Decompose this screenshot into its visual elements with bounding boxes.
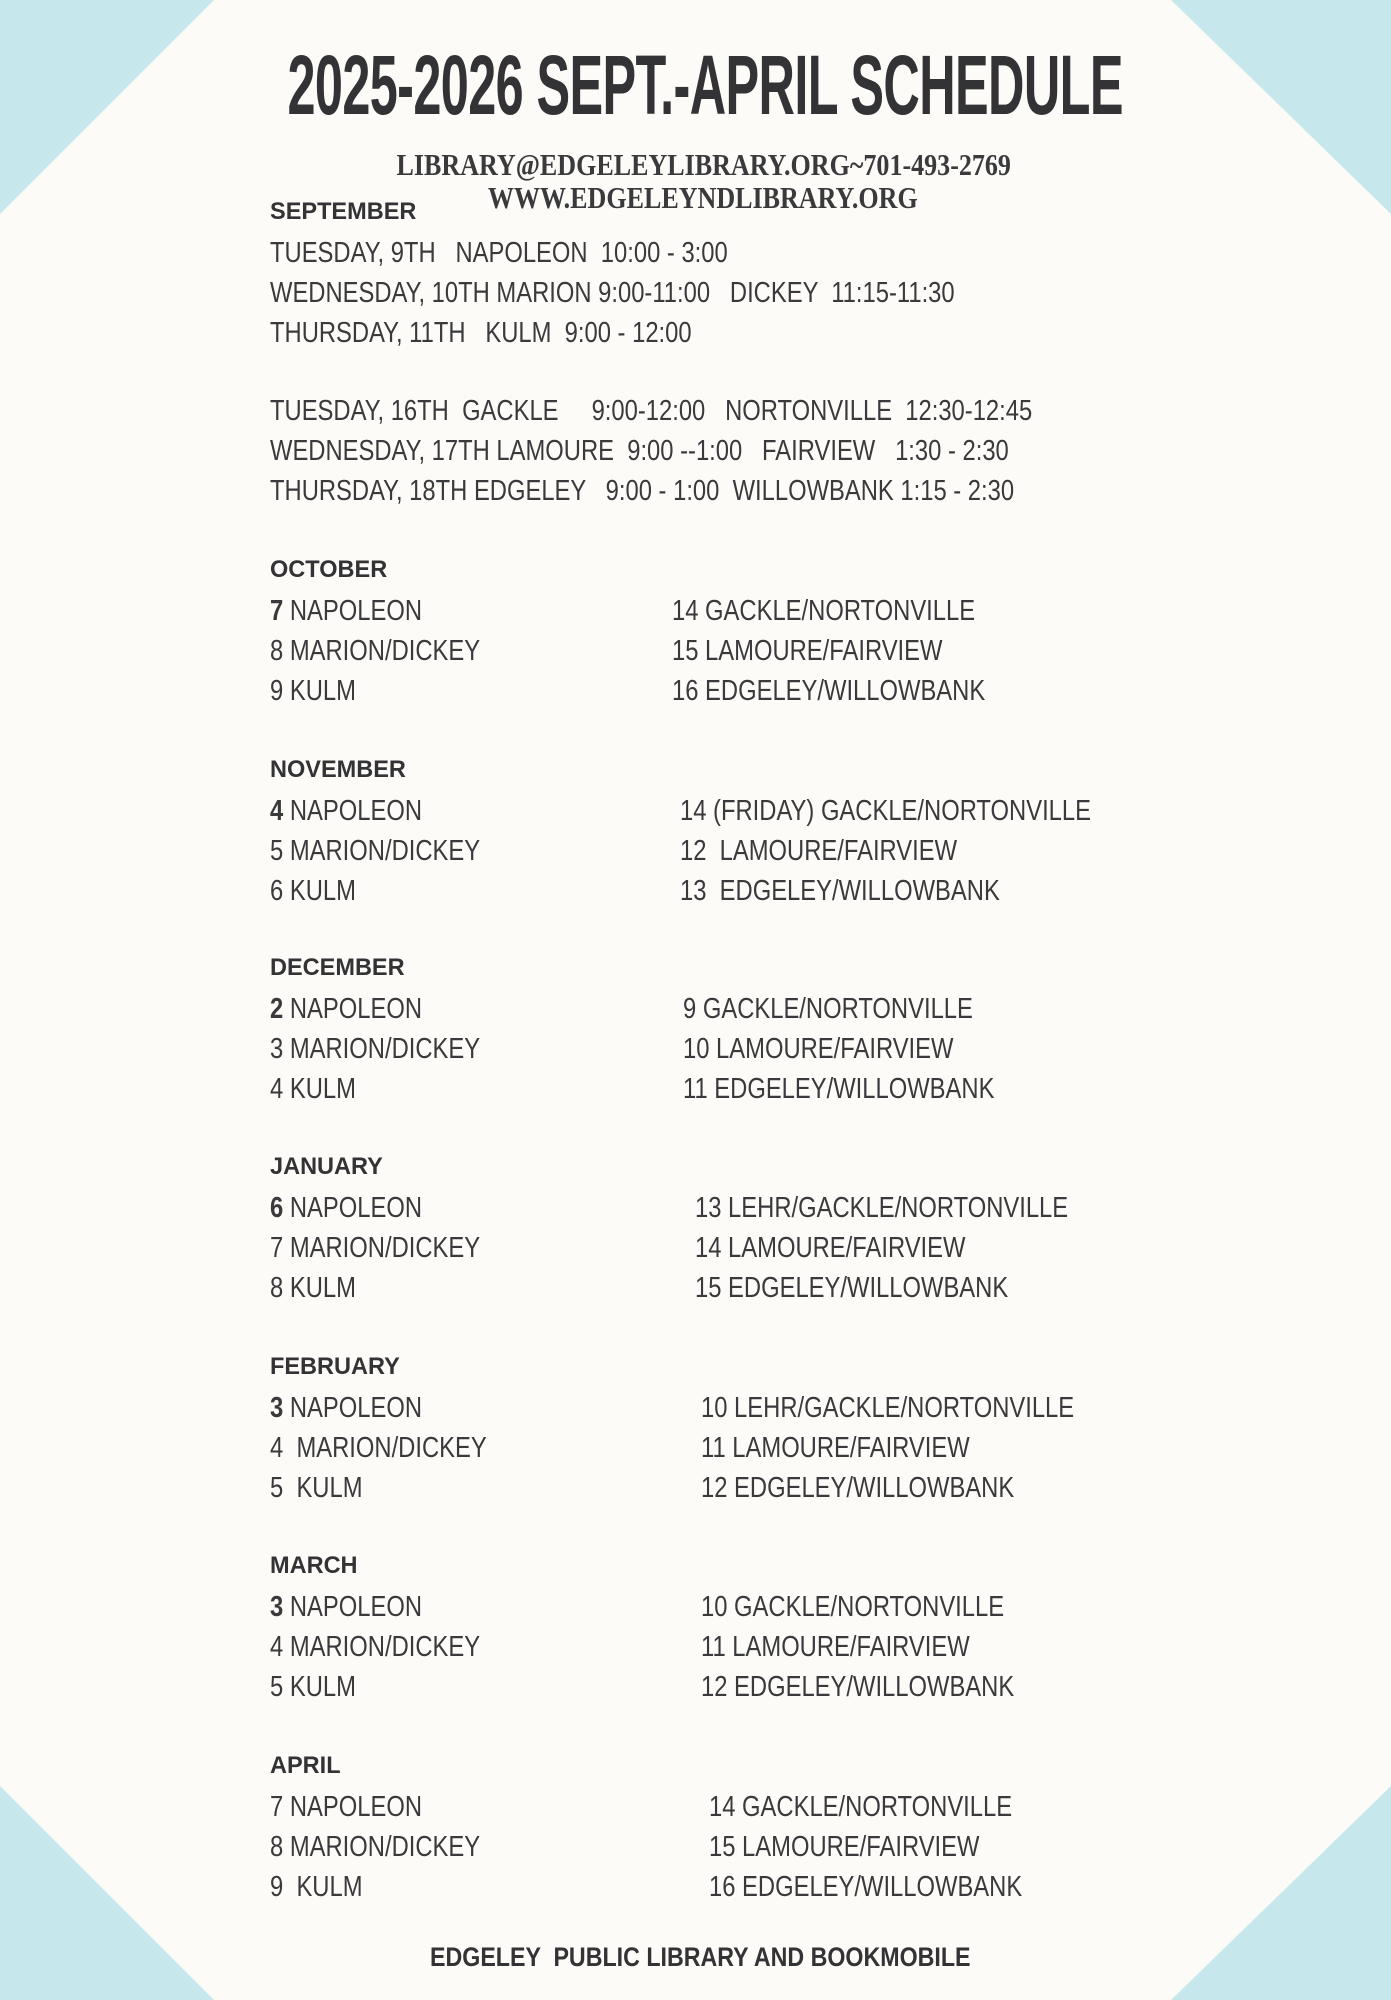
visit-day: 6: [270, 1192, 284, 1224]
schedule-line-right: 12 EDGELEY/WILLOWBANK: [701, 1472, 1015, 1504]
schedule-line-left: [270, 1391, 422, 1425]
visit-stops: KULM: [283, 1073, 356, 1105]
visit-day: 7: [270, 1232, 284, 1264]
schedule-line-left: [270, 1231, 480, 1265]
visit-day: 5: [270, 835, 284, 867]
visit-day: 5: [270, 1472, 284, 1504]
schedule-line-right: 10 LEHR/GACKLE/NORTONVILLE: [701, 1392, 1075, 1424]
schedule-line-left: [270, 1191, 422, 1225]
schedule-line-right: 16 EDGELEY/WILLOWBANK: [672, 675, 986, 707]
schedule-line-left: [270, 1830, 480, 1864]
schedule-line-left: [270, 1670, 356, 1704]
visit-day: 9: [270, 1871, 284, 1903]
schedule-line-right: 16 EDGELEY/WILLOWBANK: [709, 1871, 1023, 1903]
visit-stops: NAPOLEON: [283, 595, 422, 627]
visit-stops: NAPOLEON: [283, 1192, 422, 1224]
schedule-line-right: 11 LAMOURE/FAIRVIEW: [701, 1631, 970, 1663]
visit-stops: KULM: [283, 675, 356, 707]
contact-email-phone[interactable]: LIBRARY@EDGELEYLIBRARY.ORG~701-493-2769: [396, 147, 1011, 182]
visit-day: 7: [270, 1791, 284, 1823]
month-heading: MARCH: [270, 1552, 358, 1579]
month-heading: APRIL: [270, 1752, 341, 1779]
month-heading: NOVEMBER: [270, 756, 406, 783]
schedule-line-right: 14 (FRIDAY) GACKLE/NORTONVILLE: [680, 795, 1091, 827]
schedule-line: THURSDAY, 11TH KULM 9:00 - 12:00: [270, 317, 692, 349]
month-heading: OCTOBER: [270, 556, 388, 583]
visit-day: 2: [270, 993, 284, 1025]
schedule-line-right: 10 LAMOURE/FAIRVIEW: [683, 1033, 954, 1065]
schedule-line: WEDNESDAY, 17TH LAMOURE 9:00 --1:00 FAIRVIEW 1:30 - 2:30: [270, 435, 1009, 467]
schedule-line-right: 10 GACKLE/NORTONVILLE: [701, 1591, 1005, 1623]
schedule-line-right: 11 EDGELEY/WILLOWBANK: [683, 1073, 995, 1105]
visit-stops: KULM: [283, 875, 356, 907]
visit-stops: NAPOLEON: [283, 1791, 422, 1823]
schedule-line-left: [270, 1870, 363, 1904]
schedule-line-left: [270, 1590, 422, 1624]
visit-day: 6: [270, 875, 284, 907]
visit-day: 7: [270, 595, 284, 627]
schedule-line-right: 15 LAMOURE/FAIRVIEW: [709, 1831, 980, 1863]
visit-stops: MARION/DICKEY: [283, 835, 481, 867]
visit-stops: KULM: [283, 1472, 363, 1504]
visit-stops: MARION/DICKEY: [283, 1432, 487, 1464]
schedule-line-left: [270, 834, 480, 868]
visit-day: 3: [270, 1033, 284, 1065]
visit-day: 8: [270, 1272, 284, 1304]
visit-day: 8: [270, 1831, 284, 1863]
footer-text: EDGELEY PUBLIC LIBRARY AND BOOKMOBILE: [429, 1942, 971, 1972]
schedule-line-left: [270, 874, 356, 908]
page-title-row: [0, 22, 1391, 132]
schedule-line: TUESDAY, 9TH NAPOLEON 10:00 - 3:00: [270, 237, 728, 269]
schedule-line-right: 15 LAMOURE/FAIRVIEW: [672, 635, 943, 667]
schedule-line-right: 12 EDGELEY/WILLOWBANK: [701, 1671, 1015, 1703]
schedule-line-left: [270, 594, 422, 628]
visit-day: 3: [270, 1392, 284, 1424]
visit-stops: MARION/DICKEY: [283, 1033, 481, 1065]
visit-stops: MARION/DICKEY: [283, 1631, 481, 1663]
month-heading: JANUARY: [270, 1153, 383, 1180]
visit-stops: MARION/DICKEY: [283, 1232, 481, 1264]
schedule-line-right: 15 EDGELEY/WILLOWBANK: [695, 1272, 1009, 1304]
schedule-line-right: 14 GACKLE/NORTONVILLE: [709, 1791, 1013, 1823]
visit-stops: MARION/DICKEY: [283, 635, 481, 667]
schedule-line-left: [270, 992, 422, 1026]
schedule-line-left: [270, 1271, 356, 1305]
page-title: 2025-2026 SEPT.-APRIL SCHEDULE: [287, 38, 1123, 132]
visit-stops: NAPOLEON: [283, 993, 422, 1025]
month-heading: DECEMBER: [270, 954, 405, 981]
month-heading: SEPTEMBER: [270, 198, 417, 225]
schedule-line-left: [270, 1630, 480, 1664]
schedule-line-left: [270, 634, 480, 668]
visit-stops: KULM: [283, 1272, 356, 1304]
visit-day: 5: [270, 1671, 284, 1703]
visit-stops: KULM: [283, 1871, 363, 1903]
schedule-line-right: 13 LEHR/GACKLE/NORTONVILLE: [695, 1192, 1069, 1224]
schedule-line-left: [270, 1790, 422, 1824]
visit-day: 4: [270, 1432, 284, 1464]
schedule-line: THURSDAY, 18TH EDGELEY 9:00 - 1:00 WILLOWBANK 1:15 - 2:30: [270, 475, 1015, 507]
schedule-line-left: [270, 1471, 363, 1505]
visit-stops: NAPOLEON: [283, 1392, 422, 1424]
schedule-line-right: 14 GACKLE/NORTONVILLE: [672, 595, 976, 627]
schedule-line-right: 13 EDGELEY/WILLOWBANK: [680, 875, 1000, 907]
schedule-line-left: [270, 1032, 480, 1066]
schedule-line-left: [270, 1431, 487, 1465]
visit-day: 4: [270, 795, 284, 827]
visit-day: 4: [270, 1631, 284, 1663]
contact-website-row: [0, 147, 1391, 215]
visit-stops: NAPOLEON: [283, 1591, 422, 1623]
schedule-line: WEDNESDAY, 10TH MARION 9:00-11:00 DICKEY 11:15-11:30: [270, 277, 955, 309]
visit-day: 9: [270, 675, 284, 707]
schedule-line-right: 11 LAMOURE/FAIRVIEW: [701, 1432, 970, 1464]
visit-stops: NAPOLEON: [283, 795, 422, 827]
schedule-line-right: 9 GACKLE/NORTONVILLE: [683, 993, 973, 1025]
month-heading: FEBRUARY: [270, 1353, 400, 1380]
visit-day: 4: [270, 1073, 284, 1105]
schedule-line-left: [270, 794, 422, 828]
visit-stops: KULM: [283, 1671, 356, 1703]
schedule-line-right: 12 LAMOURE/FAIRVIEW: [680, 835, 958, 867]
visit-day: 8: [270, 635, 284, 667]
visit-stops: MARION/DICKEY: [283, 1831, 481, 1863]
visit-day: 3: [270, 1591, 284, 1623]
footer-row: [0, 1924, 1391, 1972]
contact-website[interactable]: WWW.EDGELEYNDLIBRARY.ORG: [488, 180, 919, 215]
schedule-line-right: 14 LAMOURE/FAIRVIEW: [695, 1232, 966, 1264]
schedule-line-left: [270, 1072, 356, 1106]
schedule-line: TUESDAY, 16TH GACKLE 9:00-12:00 NORTONVILLE 12:30-12:45: [270, 395, 1033, 427]
schedule-line-left: [270, 674, 356, 708]
